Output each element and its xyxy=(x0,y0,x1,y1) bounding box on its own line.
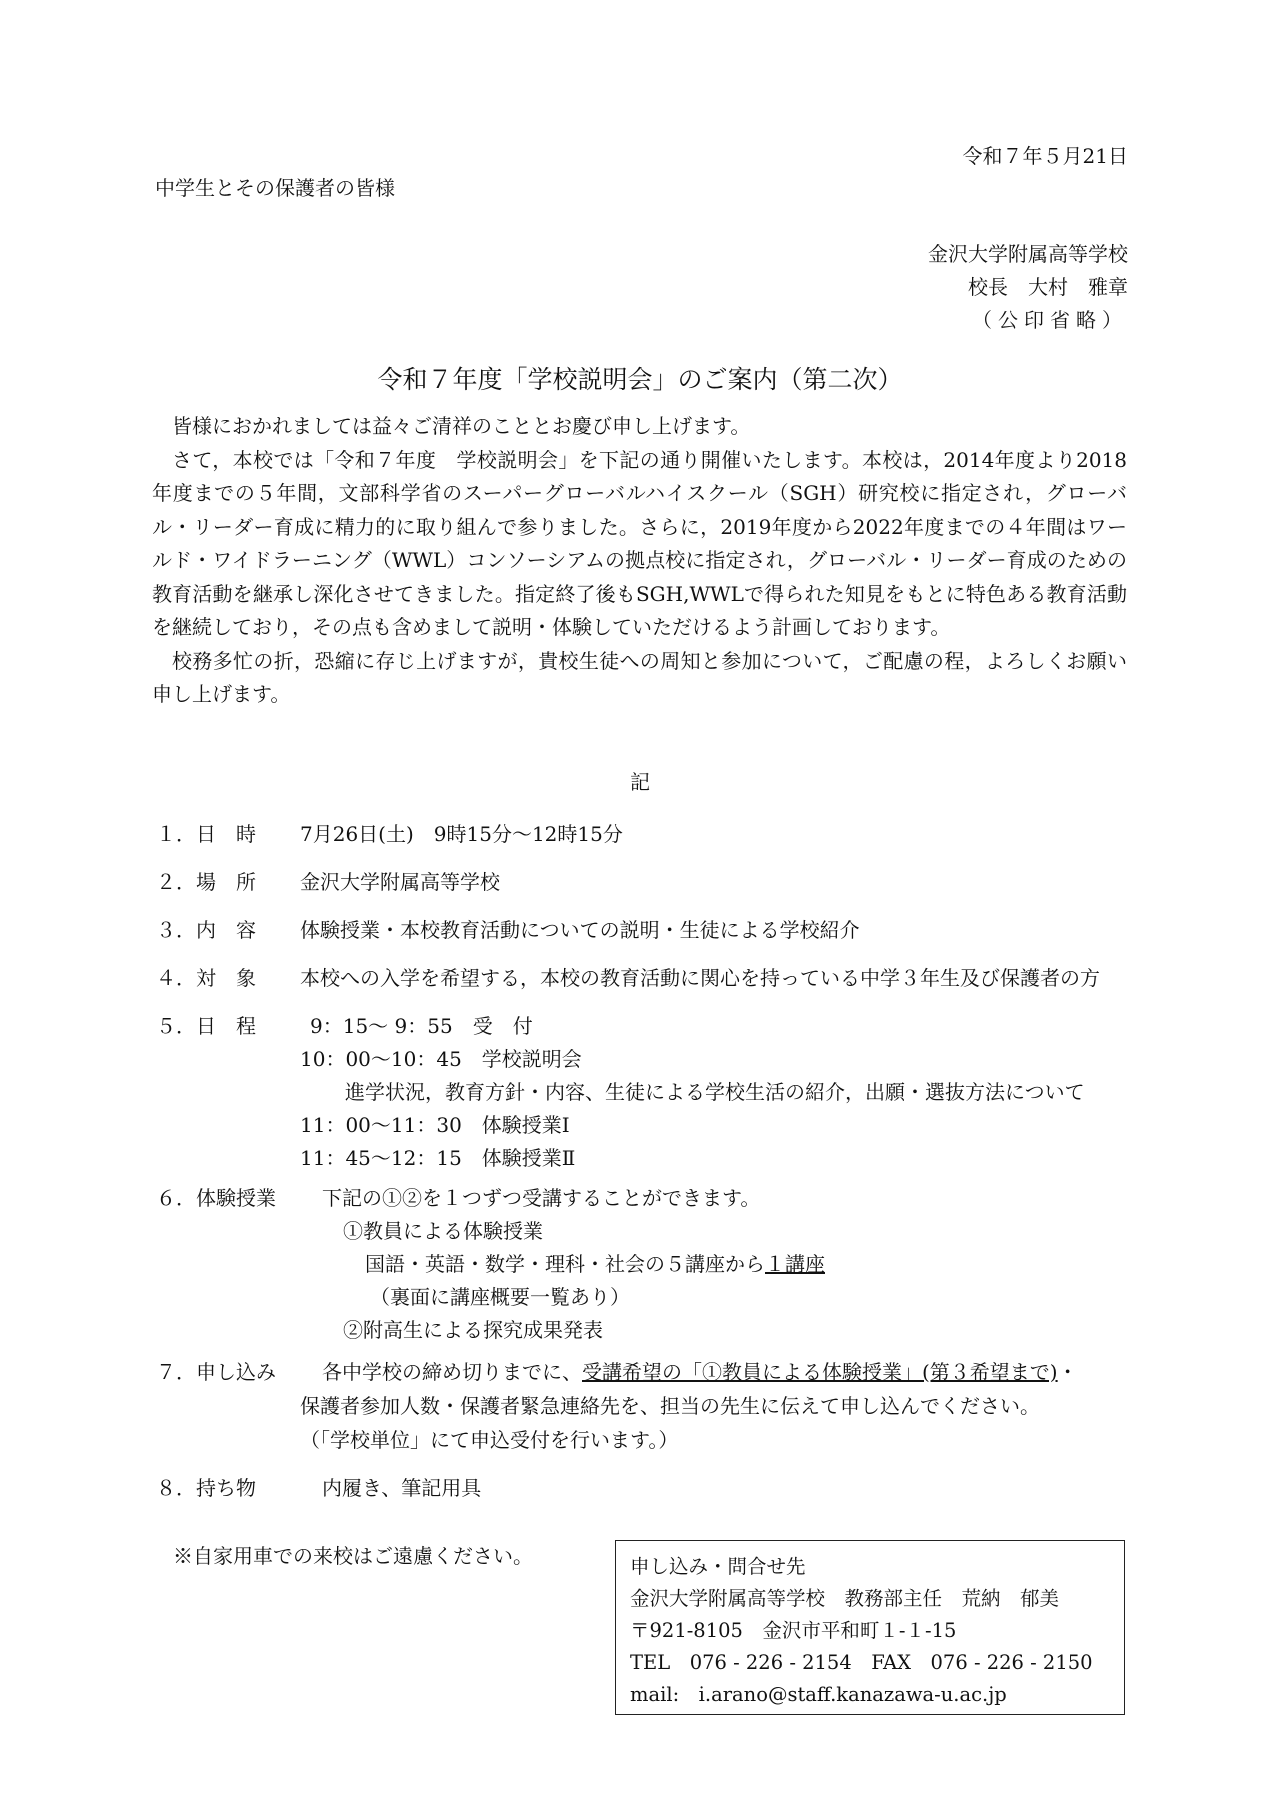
item-place-value: 金沢大学附属高等学校 xyxy=(300,870,500,894)
item-date-label: 日 時 xyxy=(196,822,256,846)
experience-subjects xyxy=(365,1248,825,1277)
schedule-row: 11：00～11：30 体験授業Ⅰ xyxy=(300,1113,570,1137)
experience-subjects-count: １講座 xyxy=(765,1252,825,1276)
contact-phone-fax: TEL 076 - 226 - 2154 FAX 076 - 226 - 2150 xyxy=(630,1651,1093,1674)
item-target-label: 対 象 xyxy=(196,966,256,990)
item-belongings-value: 内履き、筆記用具 xyxy=(322,1476,482,1500)
experience-intro: 下記の①②を１つずつ受講することができます。 xyxy=(322,1186,761,1210)
item-place-label: 場 所 xyxy=(196,870,256,894)
car-note: ※自家用車での来校はご遠慮ください。 xyxy=(173,1544,533,1568)
item-belongings-number: ８． xyxy=(156,1476,196,1500)
schedule-row: 10：00～10：45 学校説明会 xyxy=(300,1047,582,1071)
application-line-2: 保護者参加人数・保護者緊急連絡先を、担当の先生に伝えて申し込んでください。 xyxy=(300,1394,1040,1418)
item-date-number: １． xyxy=(156,822,196,846)
experience-option-student: ②附高生による探究成果発表 xyxy=(343,1318,603,1342)
item-experience-label: 体験授業 xyxy=(196,1186,276,1210)
contact-address: 〒921-8105 金沢市平和町１-１-15 xyxy=(630,1619,957,1642)
body-paragraph-request: 校務多忙の折，恐縮に存じ上げますが，貴校生徒への周知と参加について，ご配慮の程，よろしくお願い申し上げます。 xyxy=(152,648,1127,706)
item-belongings-label: 持ち物 xyxy=(196,1476,256,1500)
contact-box xyxy=(615,1540,1125,1715)
document-title: 令和７年度「学校説明会」のご案内（第二次） xyxy=(377,365,903,394)
experience-note: （裏面に講座概要一覧あり） xyxy=(370,1285,630,1309)
item-place-number: ２． xyxy=(156,870,196,894)
item-content-number: ３． xyxy=(156,918,196,942)
item-target-value: 本校への入学を希望する，本校の教育活動に関心を持っている中学３年生及び保護者の方 xyxy=(300,966,1100,990)
seal-omitted-note: （公印省略） xyxy=(972,308,1128,332)
item-content-label: 内 容 xyxy=(196,918,256,942)
body-paragraph-main: さて，本校では「令和７年度 学校説明会」を下記の通り開催いたします。本校は，2014年度より2018年度までの５年間，文部科学省のスーパーグローバルハイスクール（SGH）研究校に指定され，グローバル・リーダー育成に精力的に取り組んで参りました。さらに，2019年度から2022年度までの４年間はワールド・ワイドラーニング（WWL）コンソーシアムの拠点校に指定され，グローバル・リーダー育成のための教育活動を継承し深化させてきました。指定終了後もSGH,WWLで得られた知見をもとに特色ある教育活動を継続しており，その点も含めまして説明・体験していただけるよう計画しております。 xyxy=(152,447,1127,639)
item-content-value: 体験授業・本校教育活動についての説明・生徒による学校紹介 xyxy=(300,918,860,942)
ki-heading: 記 xyxy=(630,770,650,794)
experience-subjects-text: 国語・英語・数学・理科・社会の５講座から xyxy=(365,1252,765,1276)
item-date-value: 7月26日(土) 9時15分～12時15分 xyxy=(300,822,623,846)
contact-heading: 申し込み・問合せ先 xyxy=(630,1555,806,1578)
application-line-1 xyxy=(322,1356,1078,1385)
document-date: 令和７年５月21日 xyxy=(962,144,1128,168)
schedule-row-detail: 進学状況，教育方針・内容、生徒による学校生活の紹介，出願・選抜方法について xyxy=(345,1080,1085,1104)
sender-block xyxy=(928,238,1128,337)
application-line-1-post: ・ xyxy=(1057,1360,1078,1384)
greeting-line: 皆様におかれましては益々ご清祥のこととお慶び申し上げます。 xyxy=(172,414,751,438)
contact-person: 金沢大学附属高等学校 教務部主任 荒納 郁美 xyxy=(630,1587,1060,1610)
schedule-row: 11：45～12：15 体験授業Ⅱ xyxy=(300,1146,576,1170)
item-target-number: ４． xyxy=(156,966,196,990)
application-line-1-underlined: 受講希望の「①教員による体験授業」(第３希望まで) xyxy=(582,1360,1058,1384)
schedule-row: 9：15～ 9：55 受 付 xyxy=(310,1014,533,1038)
item-application-label: 申し込み xyxy=(196,1360,276,1384)
application-line-1-pre: 各中学校の締め切りまでに、 xyxy=(322,1360,582,1384)
item-application-number: ７． xyxy=(156,1360,196,1384)
item-experience-number: ６． xyxy=(156,1186,196,1210)
item-schedule-number: ５． xyxy=(156,1014,196,1038)
experience-option-teacher: ①教員による体験授業 xyxy=(343,1219,543,1243)
addressee: 中学生とその保護者の皆様 xyxy=(155,176,395,200)
sender-school: 金沢大学附属高等学校 xyxy=(928,242,1128,266)
body-text xyxy=(152,410,1127,712)
application-line-3: （「学校単位」にて申込受付を行います。） xyxy=(300,1428,679,1452)
contact-email: mail: i.arano@staff.kanazawa-u.ac.jp xyxy=(630,1683,1007,1706)
item-schedule-label: 日 程 xyxy=(196,1014,256,1038)
sender-principal: 校長 大村 雅章 xyxy=(968,275,1128,299)
